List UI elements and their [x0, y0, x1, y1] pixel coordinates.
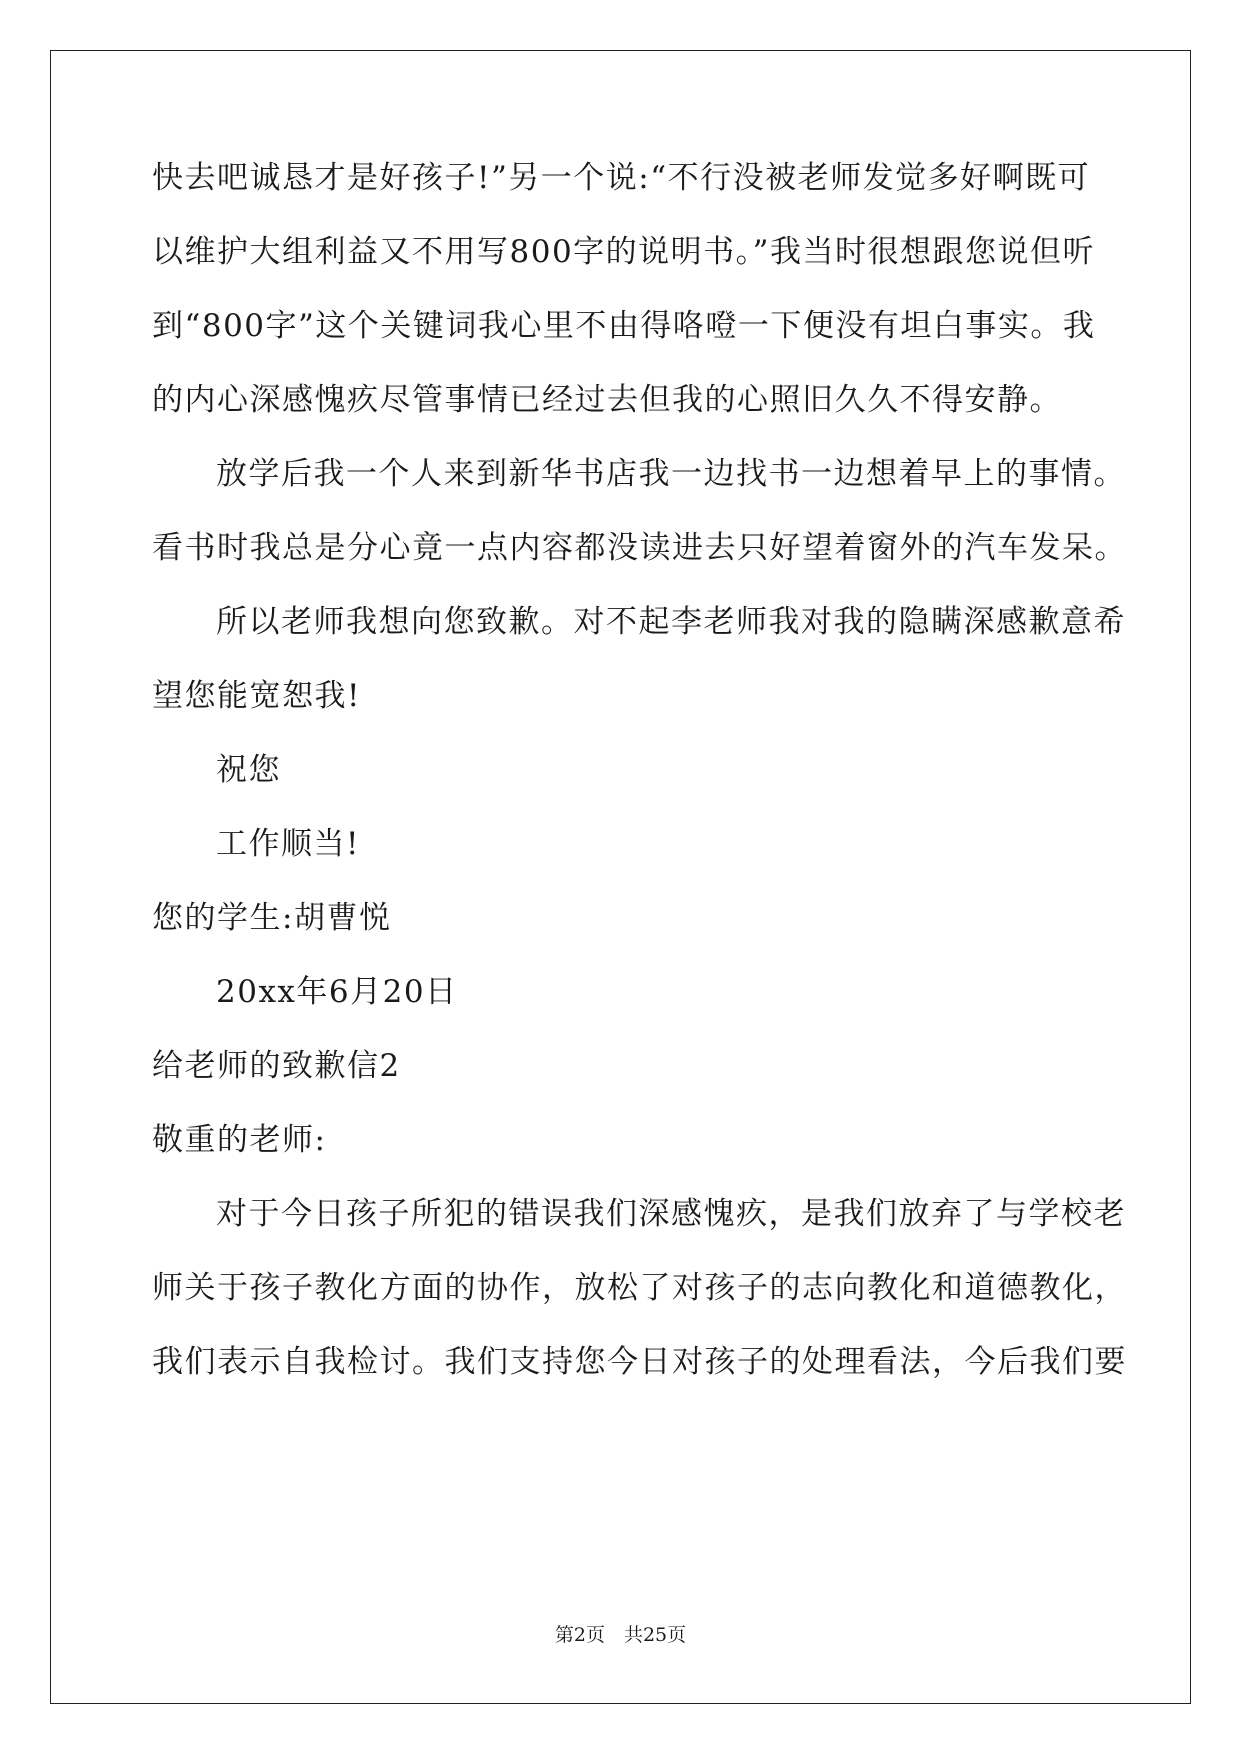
text-line-4: 的内心深感愧疚尽管事情已经过去但我的心照旧久久不得安静。	[152, 382, 1062, 418]
text-line-1: 快去吧诚恳才是好孩子!”另一个说:“不行没被老师发觉多好啊既可	[152, 160, 1091, 196]
salutation-line: 敬重的老师:	[152, 1122, 327, 1158]
text-line-7: 所以老师我想向您致歉。对不起李老师我对我的隐瞒深感歉意希	[216, 604, 1126, 640]
text-line-17: 我们表示自我检讨。我们支持您今日对孩子的处理看法，今后我们要	[152, 1344, 1127, 1380]
text-line-6: 看书时我总是分心竟一点内容都没读进去只好望着窗外的汽车发呆。	[152, 530, 1127, 566]
signature-line: 您的学生:胡曹悦	[152, 900, 392, 936]
text-line-3: 到“800字”这个关键词我心里不由得咯噔一下便没有坦白事实。我	[152, 308, 1096, 344]
text-line-8: 望您能宽恕我!	[152, 678, 361, 714]
section-title: 给老师的致歉信2	[152, 1048, 401, 1084]
wish-line: 工作顺当!	[216, 826, 360, 862]
text-line-5: 放学后我一个人来到新华书店我一边找书一边想着早上的事情。	[216, 456, 1126, 492]
page-number: 第2页 共25页	[554, 1624, 687, 1646]
text-line-16: 师关于孩子教化方面的协作，放松了对孩子的志向教化和道德教化，	[152, 1270, 1127, 1306]
text-line-15: 对于今日孩子所犯的错误我们深感愧疚，是我们放弃了与学校老	[216, 1196, 1126, 1232]
page-border	[50, 50, 1191, 1704]
date-line: 20xx年6月20日	[216, 974, 458, 1010]
greeting-line: 祝您	[216, 752, 281, 788]
text-line-2: 以维护大组利益又不用写800字的说明书。”我当时很想跟您说但听	[152, 234, 1096, 270]
